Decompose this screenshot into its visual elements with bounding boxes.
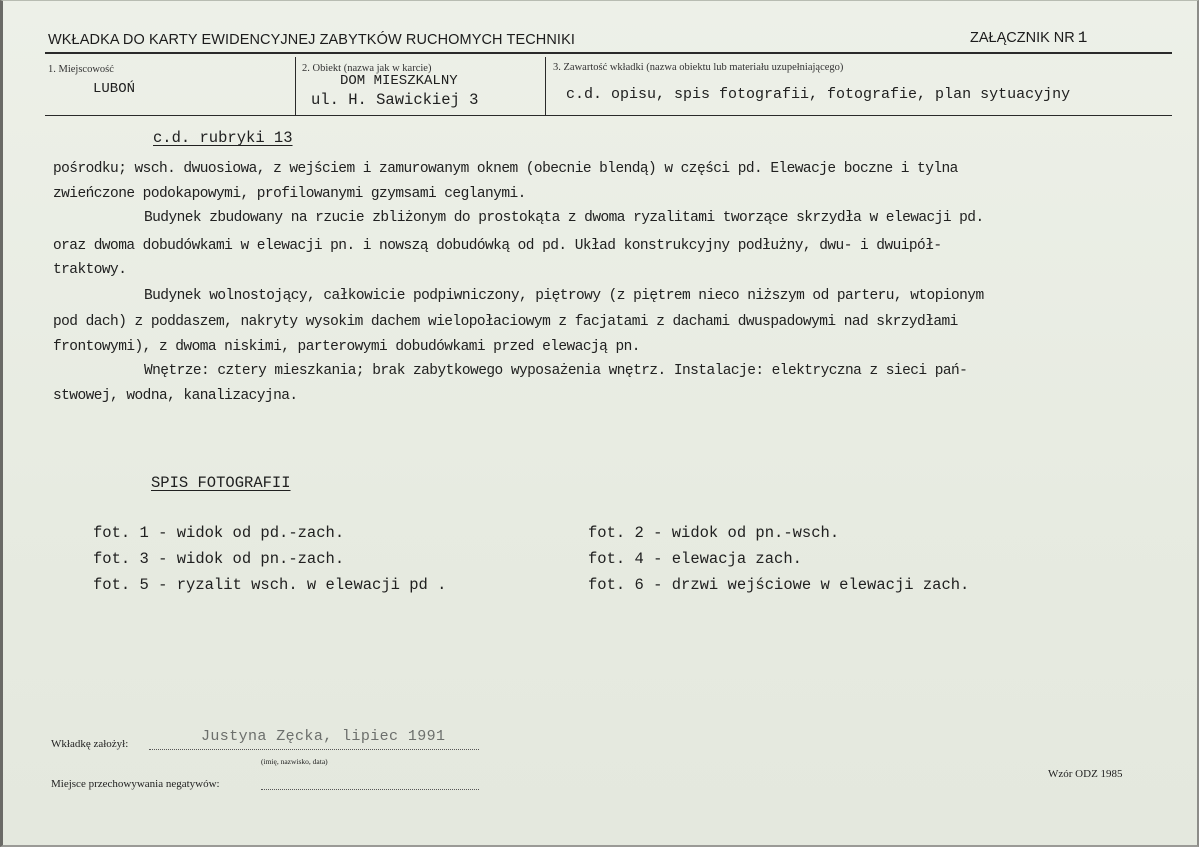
card-title: WKŁADKA DO KARTY EWIDENCYJNEJ ZABYTKÓW RUCHOMYCH TECHNIKI [48, 32, 575, 48]
object-label: 2. Obiekt (nazwa jak w karcie) [302, 63, 432, 74]
locality-value: LUBOŃ [93, 81, 136, 97]
author-label: Wkładkę założył: [51, 738, 129, 750]
description-line: frontowymi), z dwoma niskimi, parterowymi dobudówkami przed elewacją pn. [53, 339, 640, 355]
photo-item: fot. 3 - widok od pn.-zach. [93, 550, 345, 568]
object-value-line1: DOM MIESZKALNY [340, 73, 458, 89]
photo-item: fot. 1 - widok od pd.-zach. [93, 524, 345, 542]
template-code: Wzór ODZ 1985 [1048, 768, 1123, 780]
field-divider-2 [545, 57, 546, 115]
negatives-dotted-line [261, 789, 479, 790]
fields-bottom-rule [45, 115, 1172, 116]
description-line: Budynek zbudowany na rzucie zbliżonym do prostokąta z dwoma ryzalitami tworzące skrzydła w elewacji pd. [144, 210, 984, 226]
description-line: zwieńczone podokapowymi, profilowanymi gzymsami ceglanymi. [53, 186, 526, 202]
description-line: traktowy. [53, 262, 127, 278]
description-line: Budynek wolnostojący, całkowicie podpiwniczony, piętrowy (z piętrem nieco niższym od parteru, wtopionym [144, 288, 984, 304]
annex-number: 1 [1077, 29, 1088, 47]
photo-item: fot. 5 - ryzalit wsch. w elewacji pd . [93, 576, 447, 594]
object-value-line2: ul. H. Sawickiej 3 [311, 91, 479, 109]
section-heading: c.d. rubryki 13 [153, 129, 293, 147]
author-value: Justyna Zęcka, lipiec 1991 [201, 728, 446, 745]
description-line: Wnętrze: cztery mieszkania; brak zabytkowego wyposażenia wnętrz. Instalacje: elektryczna z sieci pań- [144, 363, 968, 379]
photo-item: fot. 4 - elewacja zach. [588, 550, 802, 568]
negatives-label: Miejsce przechowywania negatywów: [51, 778, 220, 790]
photo-item: fot. 2 - widok od pn.-wsch. [588, 524, 840, 542]
locality-label: 1. Miejscowość [48, 64, 114, 75]
photos-heading: SPIS FOTOGRAFII [151, 474, 291, 492]
content-label: 3. Zawartość wkładki (nazwa obiektu lub materiału uzupełniającego) [553, 62, 844, 73]
description-line: pośrodku; wsch. dwuosiowa, z wejściem i zamurowanym oknem (obecnie blendą) w części pd. Elewacje boczne i tylna [53, 161, 958, 177]
field-divider-1 [295, 57, 296, 115]
description-line: stwowej, wodna, kanalizacyjna. [53, 388, 298, 404]
description-line: pod dach) z poddaszem, nakryty wysokim dachem wielopołaciowym z facjatami z dachami dwuspadowymi nad skrzydłami [53, 314, 958, 330]
author-dotted-line [149, 749, 479, 750]
annex-label-text: ZAŁĄCZNIK NR [970, 30, 1075, 46]
header-rule [45, 52, 1172, 54]
content-value: c.d. opisu, spis fotografii, fotografie, plan sytuacyjny [566, 86, 1071, 103]
description-line: oraz dwoma dobudówkami w elewacji pn. i nowszą dobudówką od pd. Układ konstrukcyjny podłużny, dwu- i dwuipół- [53, 238, 942, 254]
author-hint: (imię, nazwisko, data) [261, 757, 328, 766]
annex-label [970, 29, 1087, 47]
photo-item: fot. 6 - drzwi wejściowe w elewacji zach. [588, 576, 970, 594]
